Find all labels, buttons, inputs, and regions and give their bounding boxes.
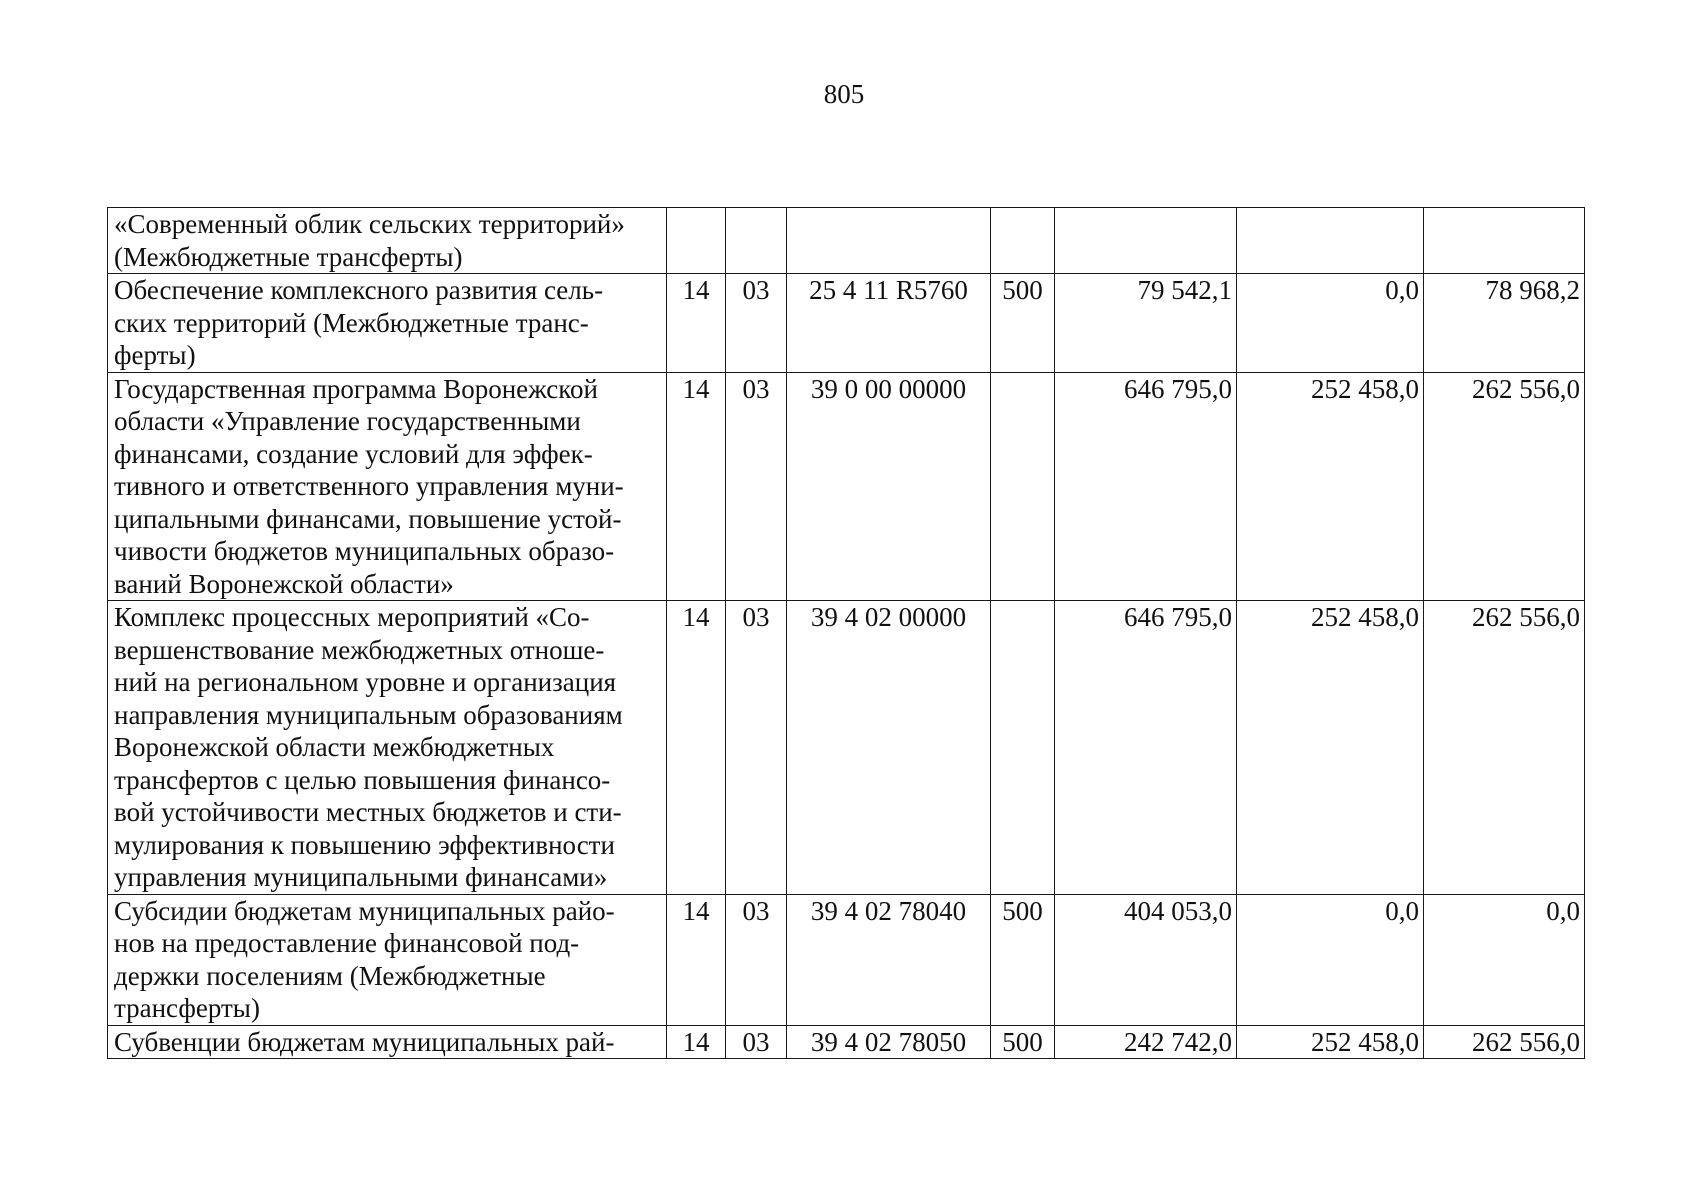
- row-description: [108, 601, 667, 895]
- expense-type-code: [991, 208, 1055, 274]
- description-line: финансами, создание условий для эффек-: [114, 438, 593, 469]
- amount-year-2: [1237, 208, 1424, 274]
- description-line: мулирования к повышению эффективности: [114, 829, 615, 860]
- amount-year-1: 79 542,1: [1055, 274, 1237, 373]
- subsection-code: 03: [726, 274, 787, 373]
- description-line: Субсидии бюджетам муниципальных райо-: [114, 895, 615, 926]
- description-line: «Современный облик сельских территорий»: [114, 209, 625, 239]
- amount-year-1: [1055, 208, 1237, 274]
- description-line: управления муниципальными финансами»: [114, 862, 608, 892]
- target-article-code: [787, 208, 991, 274]
- budget-table: [107, 207, 1585, 1059]
- amount-year-2: 252 458,0: [1237, 1025, 1424, 1059]
- section-code: 14: [667, 894, 726, 1025]
- target-article-code: 39 0 00 00000: [787, 372, 991, 601]
- description-line: ферты): [114, 340, 196, 370]
- amount-year-2: 252 458,0: [1237, 601, 1424, 895]
- section-code: [667, 208, 726, 274]
- description-line: ципальными финансами, повышение устой-: [114, 503, 622, 534]
- amount-year-3: [1424, 208, 1585, 274]
- subsection-code: 03: [726, 601, 787, 895]
- description-line: Воронежской области межбюджетных: [114, 732, 555, 762]
- amount-year-3: 78 968,2: [1424, 274, 1585, 373]
- amount-year-1: 646 795,0: [1055, 601, 1237, 895]
- row-description: [108, 372, 667, 601]
- amount-year-1: 646 795,0: [1055, 372, 1237, 601]
- amount-year-2: 0,0: [1237, 274, 1424, 373]
- row-description: [108, 894, 667, 1025]
- row-description: [108, 274, 667, 373]
- subsection-code: 03: [726, 1025, 787, 1059]
- amount-year-1: 242 742,0: [1055, 1025, 1237, 1059]
- description-line: тивного и ответственного управления муни-: [114, 471, 624, 501]
- description-line: вой устойчивости местных бюджетов и сти-: [114, 797, 622, 827]
- section-code: 14: [667, 601, 726, 895]
- amount-year-2: 0,0: [1237, 894, 1424, 1025]
- description-line: ваний Воронежской области»: [114, 568, 454, 599]
- table-row: [108, 274, 1585, 373]
- target-article-code: 39 4 02 78040: [787, 894, 991, 1025]
- page-number: 805: [823, 79, 865, 109]
- amount-year-3: 262 556,0: [1424, 372, 1585, 601]
- expense-type-code: 500: [991, 274, 1055, 373]
- table-row: [108, 1025, 1585, 1059]
- description-line: направления муниципальным образованиям: [114, 699, 623, 730]
- target-article-code: 39 4 02 78050: [787, 1025, 991, 1059]
- subsection-code: 03: [726, 894, 787, 1025]
- description-line: Государственная программа Воронежской: [114, 373, 598, 404]
- subsection-code: [726, 208, 787, 274]
- expense-type-code: 500: [991, 894, 1055, 1025]
- table-row: [108, 601, 1585, 895]
- description-line: области «Управление государственными: [114, 406, 581, 436]
- section-code: 14: [667, 1025, 726, 1059]
- description-line: трансферты): [114, 993, 260, 1023]
- description-line: чивости бюджетов муниципальных образо-: [114, 536, 615, 566]
- expense-type-code: [991, 372, 1055, 601]
- amount-year-1: 404 053,0: [1055, 894, 1237, 1025]
- expense-type-code: 500: [991, 1025, 1055, 1059]
- description-line: ний на региональном уровне и организация: [114, 667, 617, 697]
- table-row: [108, 372, 1585, 601]
- amount-year-2: 252 458,0: [1237, 372, 1424, 601]
- description-line: трансфертов с целью повышения финансо-: [114, 764, 611, 795]
- expense-type-code: [991, 601, 1055, 895]
- amount-year-3: 0,0: [1424, 894, 1585, 1025]
- row-description: [108, 1025, 667, 1059]
- row-description: [108, 208, 667, 274]
- description-line: ских территорий (Межбюджетные транс-: [114, 307, 589, 338]
- description-line: нов на предоставление финансовой под-: [114, 928, 580, 958]
- subsection-code: 03: [726, 372, 787, 601]
- target-article-code: 39 4 02 00000: [787, 601, 991, 895]
- description-line: вершенствование межбюджетных отноше-: [114, 634, 605, 665]
- amount-year-3: 262 556,0: [1424, 1025, 1585, 1059]
- target-article-code: 25 4 11 R5760: [787, 274, 991, 373]
- description-line: держки поселениям (Межбюджетные: [114, 960, 546, 991]
- section-code: 14: [667, 372, 726, 601]
- description-line: Комплекс процессных мероприятий «Со-: [114, 602, 590, 632]
- amount-year-3: 262 556,0: [1424, 601, 1585, 895]
- description-line: Обеспечение комплексного развития сель-: [114, 275, 604, 305]
- table-row: [108, 208, 1585, 274]
- description-line: Субвенции бюджетам муниципальных рай-: [114, 1026, 615, 1057]
- description-line: (Межбюджетные трансферты): [114, 241, 463, 272]
- table-row: [108, 894, 1585, 1025]
- section-code: 14: [667, 274, 726, 373]
